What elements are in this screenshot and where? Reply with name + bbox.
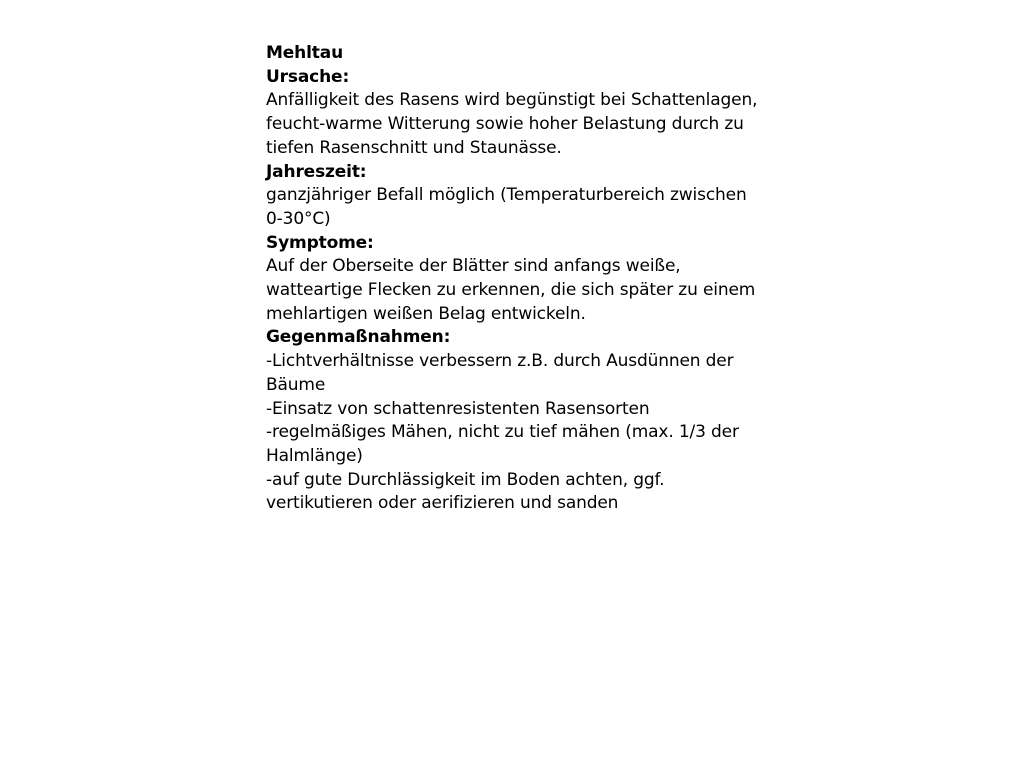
section-text-ursache: Anfälligkeit des Rasens wird begünstigt bei Schattenlagen, feucht-warme Witterung sowie hoher Belastung durch zu tiefen Rasenschnitt und Staunässe.: [266, 90, 758, 158]
section-text-symptome: Auf der Oberseite der Blätter sind anfangs weiße, watteartige Flecken zu erkennen, die sich später zu einem mehlartigen weißen Belag entwickeln.: [266, 256, 756, 324]
text-block: [266, 42, 766, 516]
section-heading-symptome: Symptome:: [266, 232, 374, 253]
measure-item: -Einsatz von schattenresistenten Rasensorten: [266, 398, 650, 419]
section-heading-gegenmassnahmen: Gegenmaßnahmen:: [266, 327, 451, 348]
measure-item: -Lichtverhältnisse verbessern z.B. durch Ausdünnen der Bäume: [266, 351, 734, 395]
measure-item: -regelmäßiges Mähen, nicht zu tief mähen (max. 1/3 der Halmlänge): [266, 422, 739, 466]
document-title: Mehltau: [266, 43, 344, 63]
measure-item: -auf gute Durchlässigkeit im Boden achten, ggf. vertikutieren oder aerifizieren und sanden: [266, 469, 665, 514]
section-heading-ursache: Ursache:: [266, 66, 350, 87]
section-text-jahreszeit: ganzjähriger Befall möglich (Temperaturbereich zwischen 0-30°C): [266, 185, 747, 229]
section-heading-jahreszeit: Jahreszeit:: [266, 161, 367, 182]
